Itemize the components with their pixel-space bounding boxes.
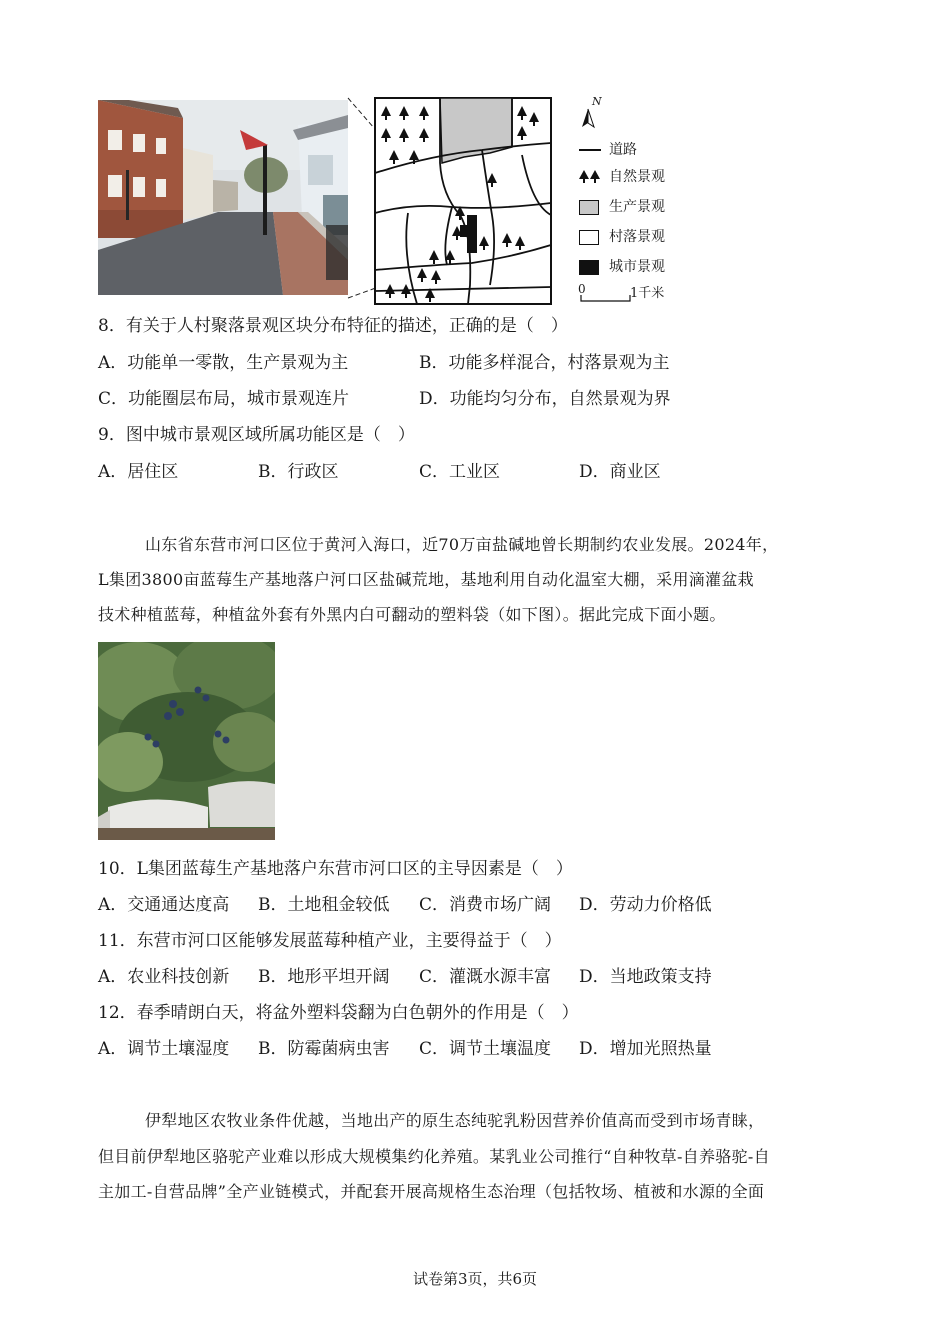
- q9-option-d: D．商业区: [579, 462, 661, 482]
- legend-village-label: 村落景观: [609, 229, 665, 245]
- legend-natural: [579, 168, 665, 186]
- passage1-line-3: 技术种植蓝莓，种植盆外套有外黑内白可翻动的塑料袋（如下图）。据此完成下面小题。: [98, 605, 726, 624]
- scale-label: 1千米: [630, 286, 665, 301]
- q9-stem: 9．图中城市景观区域所属功能区是（ ）: [98, 425, 415, 445]
- north-arrow: [578, 97, 602, 133]
- q9-option-c: C．工业区: [419, 462, 501, 482]
- q12-option-a: A．调节土壤湿度: [98, 1039, 230, 1059]
- q8-option-a: A．功能单一零散，生产景观为主: [98, 353, 349, 373]
- q9-option-a: A．居住区: [98, 462, 179, 482]
- q8-option-d: D．功能均匀分布，自然景观为界: [419, 389, 671, 409]
- q10-option-c: C．消费市场广阔: [419, 895, 552, 915]
- passage1-line-1: 山东省东营市河口区位于黄河入海口，近70万亩盐碱地曾长期制约农业发展。2024年，: [145, 535, 779, 554]
- street-photo: [98, 100, 348, 295]
- legend-village: [579, 228, 665, 246]
- legend-road-label: 道路: [609, 142, 637, 158]
- scale-bar-icon: [580, 295, 632, 303]
- passage1-line-2: L集团3800亩蓝莓生产基地落户河口区盐碱荒地，基地利用自动化温室大棚，采用滴灌盆栽: [98, 570, 754, 589]
- tree-icon: [579, 170, 601, 184]
- q11-option-b: B．地形平坦开阔: [258, 967, 390, 987]
- q8-stem: 8．有关于人村聚落景观区块分布特征的描述，正确的是（ ）: [98, 316, 568, 336]
- q12-option-c: C．调节土壤温度: [419, 1039, 552, 1059]
- q12-stem: 12．春季晴朗白天，将盆外塑料袋翻为白色朝外的作用是（ ）: [98, 1003, 579, 1023]
- north-label: N: [592, 95, 602, 108]
- q12-option-b: B．防霉菌病虫害: [258, 1039, 390, 1059]
- legend-production: [579, 198, 665, 216]
- scale-zero: 0: [578, 282, 586, 296]
- road-line-icon: [579, 149, 601, 151]
- q11-option-a: A．农业科技创新: [98, 967, 230, 987]
- legend-production-label: 生产景观: [609, 199, 665, 215]
- scale-bar: [578, 282, 688, 304]
- q10-option-d: D．劳动力价格低: [579, 895, 712, 915]
- white-square-icon: [579, 230, 599, 245]
- q9-option-b: B．行政区: [258, 462, 339, 482]
- q8-option-b: B．功能多样混合，村落景观为主: [419, 353, 670, 373]
- blueberry-photo-image: [98, 642, 275, 840]
- blueberry-photo: [98, 642, 275, 840]
- passage2-line-3: 主加工-自营品牌”全产业链模式，并配套开展高规格生态治理（包括牧场、植被和水源的全面: [98, 1182, 765, 1201]
- gray-square-icon: [579, 200, 599, 215]
- passage2-line-1: 伊犁地区农牧业条件优越，当地出产的原生态纯驼乳粉因营养价值高而受到市场青睐，: [145, 1111, 765, 1130]
- legend-city-label: 城市景观: [609, 259, 665, 275]
- q10-stem: 10．L集团蓝莓生产基地落户东营市河口区的主导因素是（ ）: [98, 859, 573, 879]
- q8-option-c: C．功能圈层布局，城市景观连片: [98, 389, 350, 409]
- legend-road: [579, 141, 637, 159]
- passage2-line-2: 但目前伊犁地区骆驼产业难以形成大规模集约化养殖。某乳业公司推行“自种牧草-自养骆驼-自: [98, 1147, 770, 1166]
- landscape-map: [372, 95, 554, 307]
- street-photo-image: [98, 100, 348, 295]
- q11-option-c: C．灌溉水源丰富: [419, 967, 552, 987]
- q11-stem: 11．东营市河口区能够发展蓝莓种植产业，主要得益于（ ）: [98, 931, 562, 951]
- q10-option-a: A．交通通达度高: [98, 895, 230, 915]
- legend-city: [579, 258, 665, 276]
- black-square-icon: [579, 260, 599, 275]
- q11-option-d: D．当地政策支持: [579, 967, 712, 987]
- page-footer: 试卷第3页，共6页: [412, 1270, 538, 1288]
- q10-option-b: B．土地租金较低: [258, 895, 390, 915]
- legend-natural-label: 自然景观: [609, 169, 665, 185]
- q12-option-d: D．增加光照热量: [579, 1039, 712, 1059]
